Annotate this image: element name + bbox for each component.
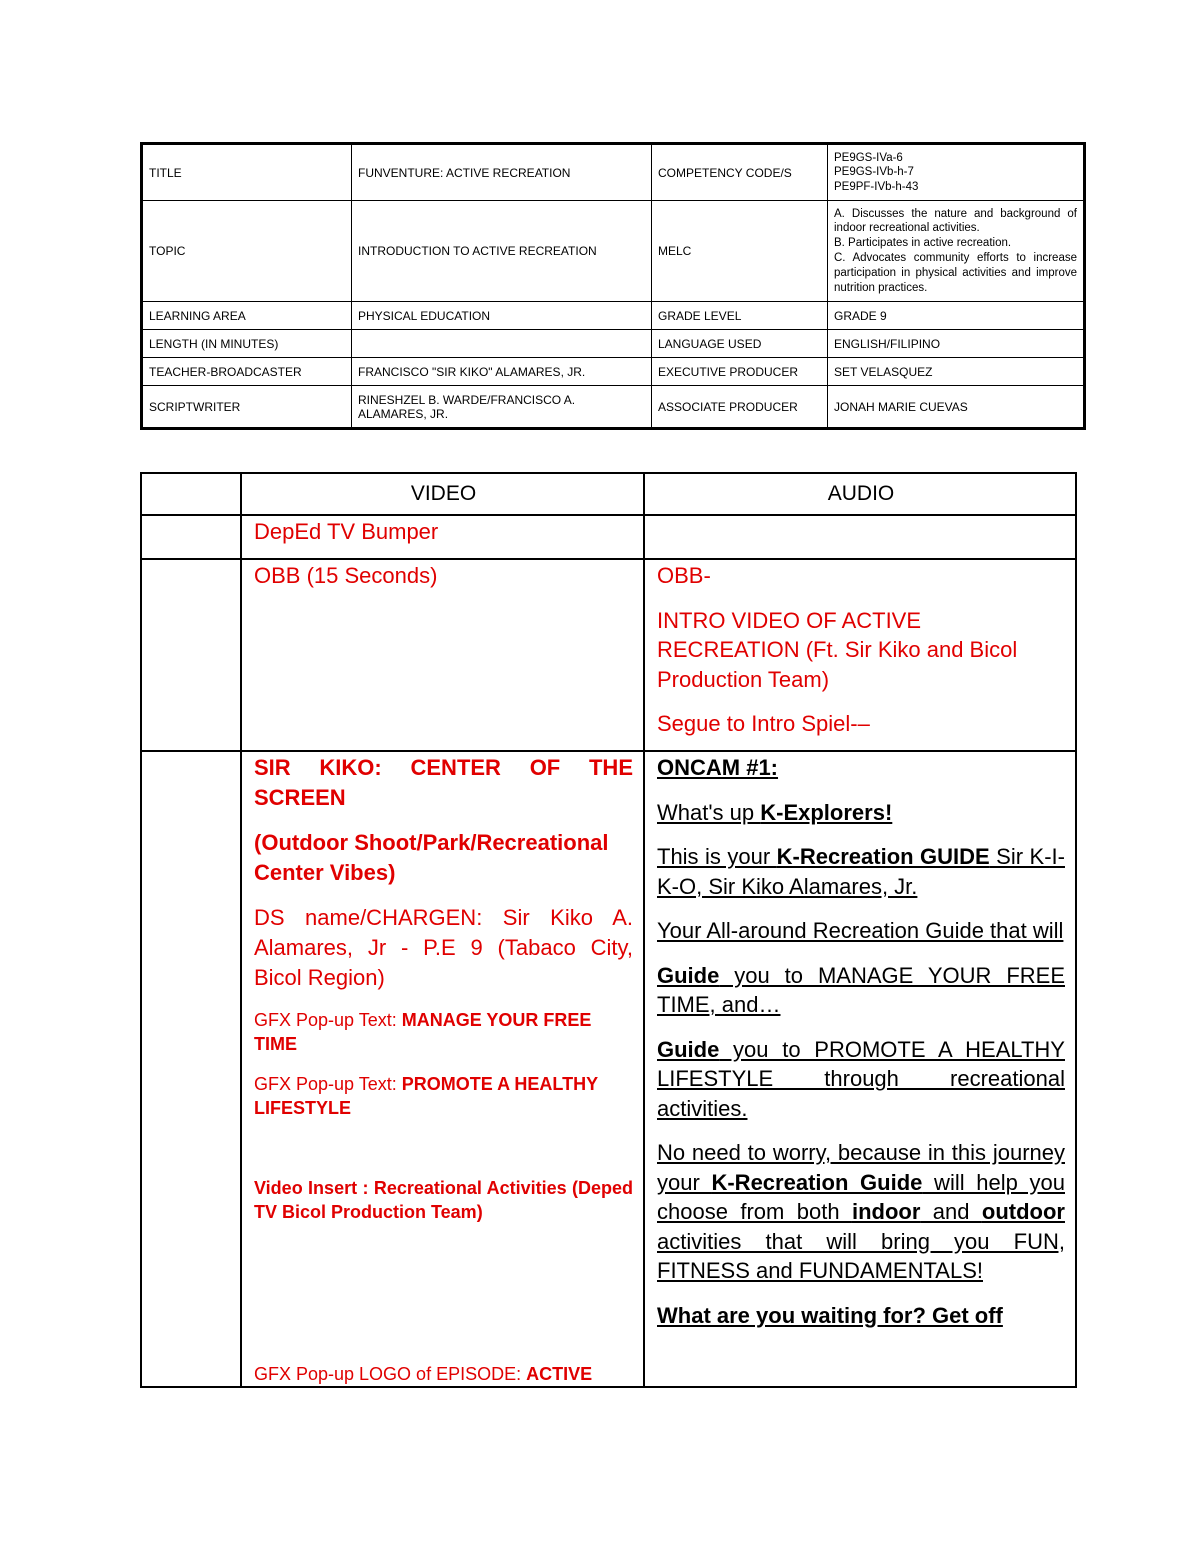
video-cell [241, 751, 644, 1387]
scriptwriter-label: SCRIPTWRITER [142, 386, 352, 429]
competency-label: COMPETENCY CODE/S [652, 144, 828, 201]
audio-header: AUDIO [644, 473, 1076, 515]
melc-item: C. Advocates community efforts to increase participation in physical activities and improve nutrition practices. [834, 252, 1077, 294]
gfx-popup-2 [254, 1072, 633, 1120]
cue-cell [141, 515, 241, 559]
text-run: will help you choose from both [657, 1169, 1065, 1224]
video-header: VIDEO [241, 473, 644, 515]
competency-code: PE9PF-IVb-h-43 [834, 180, 919, 193]
exec-producer-label: EXECUTIVE PRODUCER [652, 358, 828, 386]
assoc-producer-value: JONAH MARIE CUEVAS [828, 386, 1085, 429]
script-table [140, 472, 1077, 1388]
language-value: ENGLISH/FILIPINO [828, 330, 1085, 358]
length-value [352, 330, 652, 358]
info-table [140, 142, 1086, 430]
text-run: indoor [851, 1199, 921, 1224]
bumper-text: DepEd TV Bumper [254, 519, 439, 544]
text-run: This is your [657, 844, 777, 869]
competency-values [828, 144, 1085, 201]
text-run: outdoor [981, 1199, 1065, 1224]
gfx-prefix: GFX Pop-up Text: [254, 1010, 402, 1030]
obb-text: OBB (15 Seconds) [254, 563, 438, 588]
no-need-to-worry-line [657, 1138, 1065, 1286]
text-run: K-Recreation Guide [711, 1169, 923, 1195]
video-cell [241, 559, 644, 751]
topic-label: TOPIC [142, 201, 352, 302]
waiting-line: What are you waiting for? Get off [657, 1302, 1003, 1328]
audio-cell [644, 515, 1076, 559]
assoc-producer-label: ASSOCIATE PRODUCER [652, 386, 828, 429]
melc-item: A. Discusses the nature and background of indoor recreational activities. [834, 207, 1077, 235]
text-run: you to PROMOTE A HEALTHY LIFESTYLE through recreational activities. [657, 1036, 1065, 1121]
cue-cell [141, 751, 241, 1387]
gfx-popup-logo [254, 1362, 633, 1386]
free-time-line [657, 961, 1065, 1020]
obb-audio: OBB- [657, 563, 711, 588]
sir-kiko-heading: SIR KIKO: CENTER OF THE SCREEN [254, 755, 633, 810]
guide-intro-line [657, 842, 1065, 901]
text-run: K-Recreation GUIDE [776, 844, 990, 869]
all-around-line: Your All-around Recreation Guide that will [657, 918, 1064, 943]
learning-area-value: PHYSICAL EDUCATION [352, 302, 652, 330]
chargen-text: DS name/CHARGEN: Sir Kiko A. Alamares, Jr - P.E 9 (Tabaco City, Bicol Region) [254, 905, 633, 990]
audio-cell [644, 751, 1076, 1387]
language-label: LANGUAGE USED [652, 330, 828, 358]
grade-level-value: GRADE 9 [828, 302, 1085, 330]
setting-text: (Outdoor Shoot/Park/Recreational Center Vibes) [254, 830, 609, 885]
gfx-prefix: GFX Pop-up Text: [254, 1074, 402, 1094]
text-run: activities that will bring you FUN, FITNESS and FUNDAMENTALS! [657, 1228, 1065, 1283]
competency-code: PE9GS-IVb-h-7 [834, 166, 914, 179]
melc-label: MELC [652, 201, 828, 302]
text-run: Sir K-I-K-O, Sir Kiko Alamares, Jr. [657, 844, 1065, 899]
title-value: FUNVENTURE: ACTIVE RECREATION [352, 144, 652, 201]
scriptwriter-value: RINESHZEL B. WARDE/FRANCISCO A. ALAMARES, JR. [352, 386, 652, 429]
video-insert-text: Video Insert : Recreational Activities (Deped TV Bicol Production Team) [254, 1178, 633, 1222]
exec-producer-value: SET VELASQUEZ [828, 358, 1085, 386]
title-label: TITLE [142, 144, 352, 201]
segue-text: Segue to Intro Spiel-– [657, 711, 870, 736]
healthy-lifestyle-line [657, 1035, 1065, 1124]
text-run: Guide [657, 962, 720, 988]
intro-video-text: INTRO VIDEO OF ACTIVE RECREATION (Ft. Sir Kiko and Bicol Production Team) [657, 607, 1018, 692]
gfx-text: ACTIVE [526, 1364, 593, 1384]
teacher-value: FRANCISCO "SIR KIKO" ALAMARES, JR. [352, 358, 652, 386]
grade-level-label: GRADE LEVEL [652, 302, 828, 330]
text-run: No need to worry, because in this journey your [657, 1140, 1065, 1195]
topic-value: INTRODUCTION TO ACTIVE RECREATION [352, 201, 652, 302]
gfx-text: PROMOTE A HEALTHY LIFESTYLE [254, 1074, 598, 1118]
competency-code: PE9GS-IVa-6 [834, 151, 903, 164]
length-label: LENGTH (IN MINUTES) [142, 330, 352, 358]
text-run: and [920, 1199, 982, 1224]
greeting-line [657, 798, 1065, 828]
text-run: you to MANAGE YOUR FREE TIME, and… [657, 962, 1065, 1017]
text-run: What's up [657, 799, 761, 825]
cue-cell [141, 559, 241, 751]
cue-header [141, 473, 241, 515]
audio-cell [644, 559, 1076, 751]
text-run: Guide [657, 1036, 720, 1062]
gfx-prefix: GFX Pop-up LOGO of EPISODE: [254, 1364, 527, 1384]
gfx-text: MANAGE YOUR FREE TIME [254, 1010, 592, 1054]
video-cell [241, 515, 644, 559]
oncam-label: ONCAM #1: [657, 755, 779, 780]
gfx-popup-1 [254, 1008, 633, 1056]
teacher-label: TEACHER-BROADCASTER [142, 358, 352, 386]
melc-item: B. Participates in active recreation. [834, 237, 1012, 250]
text-run: K-Explorers! [760, 799, 893, 825]
learning-area-label: LEARNING AREA [142, 302, 352, 330]
melc-values [828, 201, 1085, 302]
